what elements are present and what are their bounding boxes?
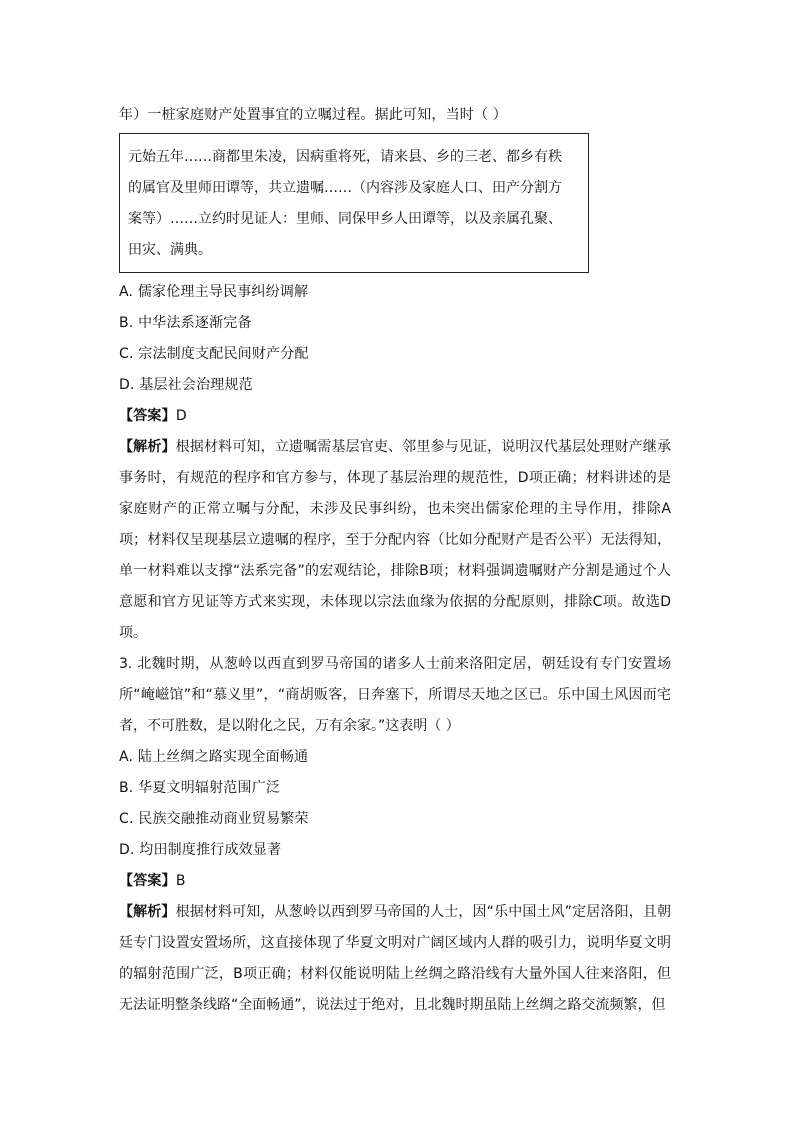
- option-b: B. 中华法系逐渐完备: [119, 315, 252, 331]
- option-d: D. 基层社会治理规范: [119, 377, 253, 393]
- page-content: [119, 100, 679, 1021]
- source-material-line: 元始五年……商都里朱凌，因病重将死，请来县、乡的三老、都乡有秩: [128, 149, 562, 165]
- option-a: A. 儒家伦理主导民事纠纷调解: [119, 284, 309, 300]
- answer-line: [119, 866, 679, 897]
- analysis-text: 根据材料可知，立遗嘱需基层官吏、邻里参与见证，说明汉代基层处理财产继承事务时，有规范的程序和官方参与，体现了基层治理的规范性，D项正确；材料讲述的是家庭财产的正常立嘱与分配，未涉及民事纠纷，也未突出儒家伦理的主导作用，排除A项；材料仅呈现基层立遗嘱的程序，至于分配内容（比如分配财产是否公平）无法得知，单一材料难以支撑“法系完备”的宏观结论，排除B项；材料强调遗嘱财产分割是通过个人意愿和官方见证等方式来实现，未体现以宗法血缘为依据的分配原则，排除C项。故选D项。: [119, 439, 672, 641]
- analysis-label: 【解析】: [119, 439, 176, 455]
- question-intro: 年）一桩家庭财产处置事宜的立嘱过程。据此可知，当时（ ）: [119, 107, 508, 123]
- answer-line: [119, 401, 679, 432]
- option-c: C. 宗法制度支配民间财产分配: [119, 346, 309, 362]
- analysis-paragraph: [119, 432, 671, 649]
- analysis-text: 根据材料可知，从葱岭以西到罗马帝国的人士，因“乐中国土风”定居洛阳，且朝廷专门设置安置场所，这直接体现了华夏文明对广阔区域内人群的吸引力，说明华夏文明的辐射范围广泛，B项正确；材料仅能说明陆上丝绸之路沿线有大量外国人往来洛阳，但无法证明整条线路“全面畅通”，说法过于绝对，且北魏时期虽陆上丝绸之路交流频繁，但: [119, 904, 671, 1013]
- source-material-line: 的属官及里师田谭等，共立遗嘱……（内容涉及家庭人口、田产分割方: [128, 180, 562, 196]
- answer-label: 【答案】: [119, 408, 176, 424]
- answer-label: 【答案】: [119, 873, 176, 889]
- answer-value: D: [175, 408, 187, 424]
- option-d: D. 均田制度推行成效显著: [119, 842, 282, 858]
- answer-value: B: [175, 873, 186, 889]
- question-3-stem: 3. 北魏时期，从葱岭以西直到罗马帝国的诸多人士前来洛阳定居，朝廷设有专门安置场所“崦嵫馆”和“慕义里”，“商胡贩客，日奔塞下，所谓尽天地之区已。乐中国土风因而宅者，不可胜数，是以附化之民，万有余家。”这表明（ ）: [119, 656, 671, 734]
- option-a: A. 陆上丝绸之路实现全面畅通: [119, 749, 309, 765]
- analysis-label: 【解析】: [119, 904, 176, 920]
- source-material-line: 案等）……立约时见证人：里师、同保甲乡人田谭等，以及亲属孔聚、: [128, 211, 562, 227]
- source-material-box: [119, 133, 589, 273]
- source-material-line: 田灾、满典。: [128, 242, 212, 258]
- option-b: B. 华夏文明辐射范围广泛: [119, 780, 281, 796]
- analysis-paragraph: [119, 897, 671, 1021]
- option-c: C. 民族交融推动商业贸易繁荣: [119, 811, 309, 827]
